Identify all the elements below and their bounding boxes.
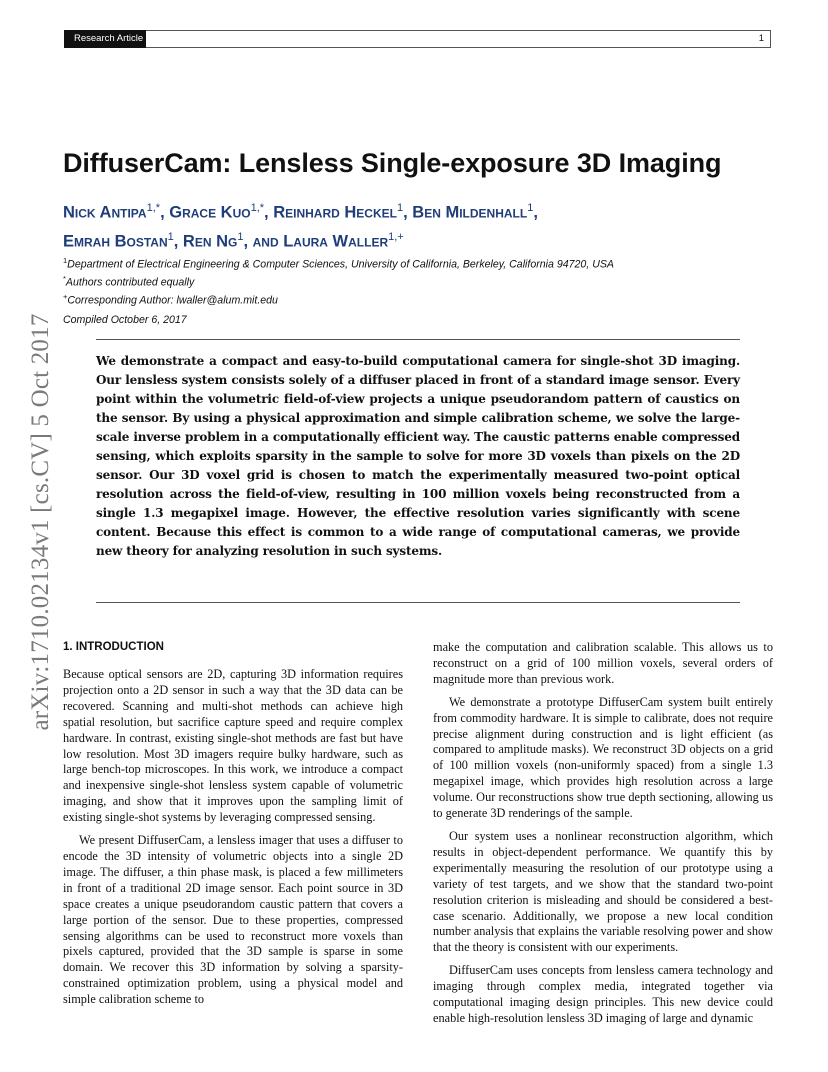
paragraph: We demonstrate a prototype DiffuserCam system built entirely from commodity hardware. It is simple to calibrate, does not require precise alignment during construction and is light efficient (as compared to amplitude masks). We reconstruct 3D objects on a grid of 100 million voxels (non-uniformly spaced) from a single 1.3 megapixel image, which provides high resolution across a large volume. Our reconstructions show true depth sectioning, allowing us to generate 3D renderings of the sample. (433, 694, 773, 821)
author-name: Nick Antipa (63, 203, 147, 222)
abstract-top-rule (96, 339, 740, 340)
affiliations (63, 254, 614, 308)
abstract-bottom-rule (96, 602, 740, 603)
compiled-date: Compiled October 6, 2017 (63, 314, 187, 326)
author-affil-mark: 1 (167, 230, 174, 243)
right-column (433, 640, 773, 1034)
running-header (64, 30, 771, 48)
author-affil-mark: 1,* (250, 202, 265, 214)
author-affil-mark: 1,* (146, 202, 161, 214)
paragraph: make the computation and calibration scalable. This allows us to reconstruct on a grid of 100 million voxels, several orders of magnitude more than previous work. (433, 640, 773, 686)
affiliation-mark: 1 (63, 256, 68, 265)
article-type-tag: Research Article (64, 30, 146, 48)
affiliation-line (63, 290, 614, 308)
paper-title: DiffuserCam: Lensless Single-exposure 3D Imaging (63, 148, 722, 178)
author-affil-mark: 1 (237, 230, 244, 243)
author-affil-mark: 1 (396, 202, 404, 214)
author-name: Grace Kuo (169, 203, 251, 222)
paragraph: DiffuserCam uses concepts from lensless camera technology and imaging through complex media, integrated together via computational imaging design principles. This new device could enable high-resolution lensless 3D imaging of large and dynamic (433, 963, 773, 1025)
author-name: Reinhard Heckel (273, 203, 397, 222)
author-affil-mark: 1,+ (388, 230, 404, 243)
abstract: We demonstrate a compact and easy-to-build computational camera for single-shot 3D imaging. Our lensless system consists solely of a diffuser placed in front of a standard image sensor. Every point within the volumetric field-of-view projects a unique pseudorandom pattern of caustics on the sensor. By using a physical approximation and simple calibration scheme, we solve the large-scale inverse problem in a computationally efficient way. The caustic patterns enable compressed sensing, which exploits sparsity in the sample to solve for more 3D voxels than pixels on the 2D sensor. Our 3D voxel grid is chosen to match the experimentally measured two-point optical resolution across the field-of-view, resulting in 100 million voxels being reconstructed from a single 1.3 megapixel image. However, the effective resolution varies significantly with scene content. Because this effect is common to a wide range of computational cameras, we provide new theory for analyzing resolution in such systems. (96, 354, 740, 558)
affiliation-line (63, 254, 614, 272)
arxiv-side-stamp: arXiv:1710.02134v1 [cs.CV] 5 Oct 2017 (27, 313, 54, 731)
author-conjunction: and (252, 232, 279, 250)
affiliation-line (63, 272, 614, 290)
affiliation-text: Department of Electrical Engineering & Computer Sciences, University of California, Berkeley, California 94720, USA (67, 258, 614, 271)
page-number: 1 (758, 33, 764, 44)
author-name: Ben Mildenhall (412, 203, 528, 222)
author-list: Nick Antipa$^{1,*}$, Grace Kuo$^{1,*}$, Reinhard Heckel$^1$, Ben Mildenhall$^1$, Emrah Bostan$^1$, Ren Ng$^1$, and Laura Waller$^{1,+}$ (63, 202, 538, 250)
affiliation-mark: * (63, 274, 66, 284)
author-name: Emrah Bostan (63, 232, 168, 250)
paragraph: We present DiffuserCam, a lensless imager that uses a diffuser to encode the 3D intensity of volumetric objects into a single 2D image. The diffuser, a thin phase mask, is placed a few millimeters in front of a traditional 2D image sensor. Each point source in 3D space creates a unique pseudorandom caustic pattern that covers a large portion of the sensor. Due to these properties, compressed sensing algorithms can be used to reconstruct more voxels than pixels captured, provided that the 3D sample is sparse in some domain. We recover this 3D information by solving a sparsity-constrained optimization problem, using a physical model and simple calibration scheme to (63, 833, 403, 1007)
affiliation-text: Authors contributed equally (65, 276, 195, 289)
section-heading: 1. INTRODUCTION (63, 641, 164, 653)
left-column (63, 667, 403, 1015)
paragraph: Our system uses a nonlinear reconstruction algorithm, which results in object-dependent performance. We quantify this by experimentally measuring the resolution of our prototype using a variety of test targets, and we show that the standard two-point resolution criterion is misleading and should be considered a best-case scenario. Additionally, we propose a new local condition number analysis that explains the variable resolving power and show that the theory is consistent with our experiments. (433, 828, 773, 955)
affiliation-mark: + (63, 292, 68, 302)
author-name: Laura Waller (283, 232, 389, 250)
paragraph: Because optical sensors are 2D, capturing 3D information requires projection onto a 2D sensor in such a way that the 3D data can be recovered. Scanning and multi-shot methods can achieve high spatial resolution, but sacrifice capture speed and require complex hardware. In contrast, existing single-shot methods are fast but have low resolution. Most 3D imagers require bulky hardware, such as large bench-top microscopes. In this work, we introduce a compact and inexpensive single-shot lensless system capable of volumetric imaging, and show that it improves upon the sampling limit of existing single-shot systems by leveraging compressed sensing. (63, 667, 403, 825)
affiliation-text: Corresponding Author: lwaller@alum.mit.edu (67, 294, 278, 307)
author-affil-mark: 1 (527, 202, 534, 214)
author-name: Ren Ng (182, 232, 238, 250)
